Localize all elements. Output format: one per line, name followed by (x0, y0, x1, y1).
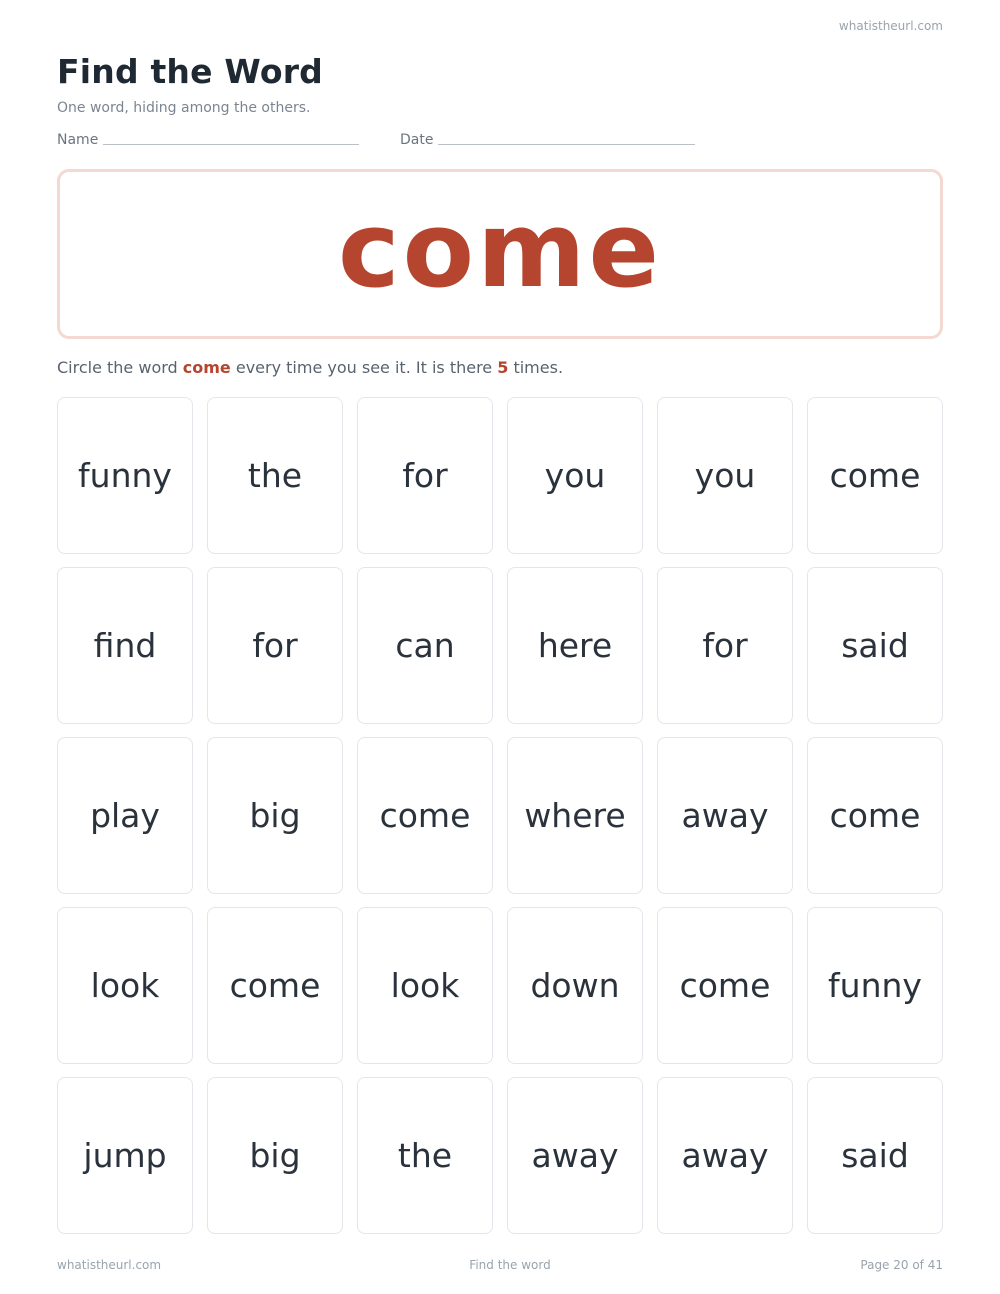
word-cell-text: funny (828, 966, 922, 1005)
word-cell[interactable] (657, 907, 793, 1064)
footer-title: Find the word (469, 1258, 551, 1272)
word-cell[interactable] (807, 1077, 943, 1234)
word-cell-text: for (402, 456, 448, 495)
word-cell[interactable] (57, 737, 193, 894)
word-cell[interactable] (507, 397, 643, 554)
word-cell[interactable] (807, 737, 943, 894)
word-cell-text: come (829, 796, 921, 835)
word-cell-text: come (679, 966, 771, 1005)
footer-page-number: Page 20 of 41 (860, 1258, 943, 1272)
word-cell-text: for (252, 626, 298, 665)
word-cell-text: funny (78, 456, 172, 495)
target-word: come (338, 189, 662, 311)
word-cell[interactable] (657, 1077, 793, 1234)
word-cell[interactable] (57, 907, 193, 1064)
word-cell-text: said (841, 1136, 909, 1175)
word-cell[interactable] (57, 567, 193, 724)
word-cell[interactable] (57, 1077, 193, 1234)
word-cell[interactable] (207, 907, 343, 1064)
word-cell-text: said (841, 626, 909, 665)
word-cell-text: come (229, 966, 321, 1005)
target-word-box (57, 169, 943, 339)
date-field[interactable] (400, 132, 695, 148)
word-cell[interactable] (507, 567, 643, 724)
word-cell[interactable] (657, 567, 793, 724)
date-line (438, 144, 695, 145)
word-cell-text: away (681, 796, 769, 835)
word-cell-text: away (681, 1136, 769, 1175)
word-cell-text: here (537, 626, 613, 665)
word-cell[interactable] (207, 737, 343, 894)
page-subtitle: One word, hiding among the others. (57, 100, 311, 116)
word-cell[interactable] (357, 397, 493, 554)
word-cell-text: the (247, 456, 303, 495)
word-cell[interactable] (57, 397, 193, 554)
site-url-top: whatistheurl.com (838, 19, 943, 33)
word-cell-text: look (90, 966, 160, 1005)
word-cell-text: you (544, 456, 606, 495)
word-cell[interactable] (507, 907, 643, 1064)
name-label: Name (57, 132, 99, 148)
footer-site: whatistheurl.com (57, 1258, 162, 1272)
word-cell[interactable] (657, 397, 793, 554)
word-cell[interactable] (807, 907, 943, 1064)
word-cell-text: you (694, 456, 756, 495)
word-cell-text: can (395, 626, 455, 665)
word-cell[interactable] (807, 397, 943, 554)
word-cell-text: for (702, 626, 748, 665)
name-field[interactable] (57, 132, 359, 148)
word-cell-text: away (531, 1136, 619, 1175)
word-cell-text: the (397, 1136, 453, 1175)
word-cell[interactable] (507, 737, 643, 894)
word-cell[interactable] (207, 397, 343, 554)
word-cell-text: find (93, 626, 157, 665)
word-cell[interactable] (357, 567, 493, 724)
word-cell-text: where (524, 796, 626, 835)
word-cell-text: come (829, 456, 921, 495)
date-label: Date (400, 132, 434, 148)
word-cell-text: come (379, 796, 471, 835)
word-cell-text: play (90, 796, 160, 835)
word-cell[interactable] (807, 567, 943, 724)
word-cell[interactable] (207, 567, 343, 724)
word-cell[interactable] (357, 1077, 493, 1234)
instruction-prefix: Circle the word (57, 358, 183, 377)
instruction-suffix: times. (508, 358, 564, 377)
word-cell[interactable] (207, 1077, 343, 1234)
word-cell-text: big (249, 796, 301, 835)
page-title: Find the Word (57, 52, 323, 91)
instruction-middle: every time you see it. It is there (230, 358, 498, 377)
word-grid (57, 397, 943, 1234)
word-cell[interactable] (357, 737, 493, 894)
instruction-text (57, 358, 563, 377)
word-cell-text: look (390, 966, 460, 1005)
instruction-word: come (182, 358, 231, 377)
word-cell[interactable] (507, 1077, 643, 1234)
word-cell-text: jump (83, 1136, 167, 1175)
name-line (103, 144, 359, 145)
instruction-count: 5 (497, 358, 509, 377)
word-cell[interactable] (657, 737, 793, 894)
word-cell[interactable] (357, 907, 493, 1064)
word-cell-text: big (249, 1136, 301, 1175)
word-cell-text: down (530, 966, 620, 1005)
